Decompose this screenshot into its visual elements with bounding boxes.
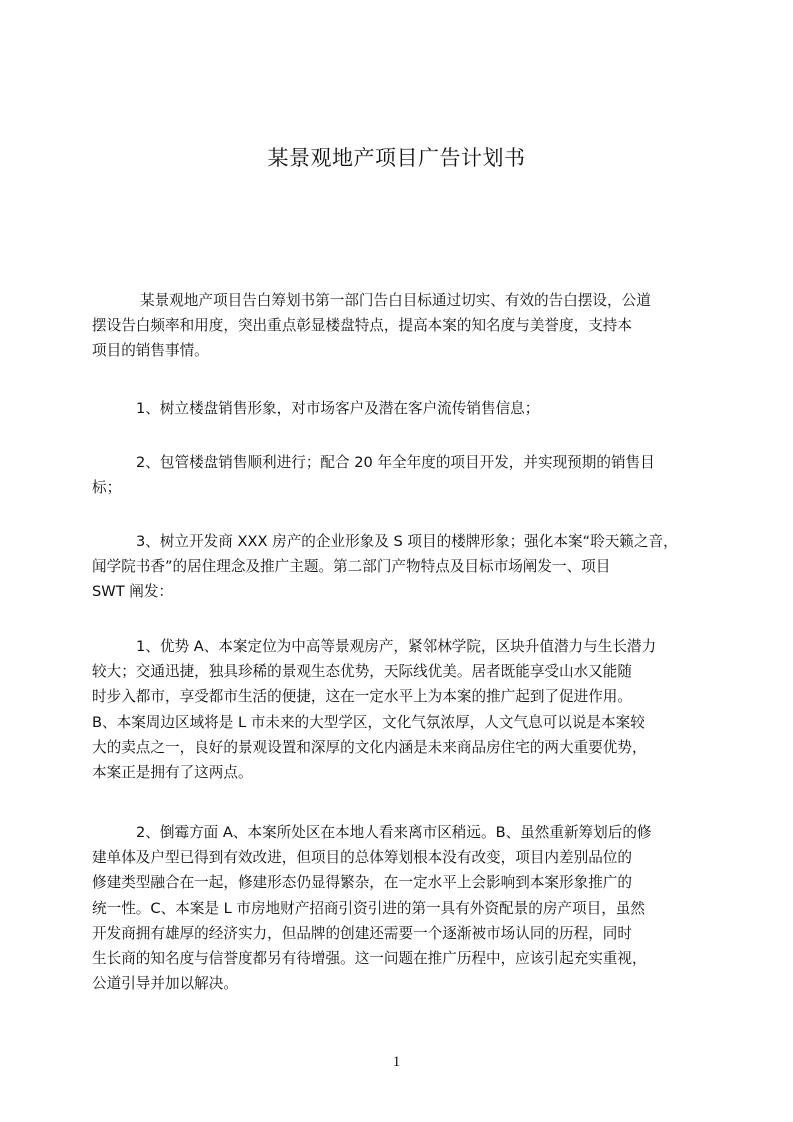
paragraph-goal-3	[92, 529, 712, 605]
paragraph-advantages	[92, 634, 712, 785]
paragraph-line: 闻学院书香”的居住理念及推广主题。第二部门产物特点及目标市场阐发一、项目	[92, 558, 611, 576]
document-title: 某景观地产项目广告计划书	[267, 146, 526, 170]
paragraph-goal-2	[92, 450, 712, 500]
page-number: 1	[392, 1054, 401, 1070]
paragraph-line: 较大；交通迅捷，独具珍稀的景观生态优势，天际线优美。居者既能享受山水又能随	[92, 663, 632, 681]
paragraph-line: 建单体及户型已得到有效改进，但项目的总体筹划根本没有改变，项目内差别品位的	[92, 849, 632, 867]
paragraph-line: 时步入都市，享受都市生活的便捷，这在一定水平上为本案的推广起到了促进作用。	[92, 688, 632, 706]
paragraph-line: 标；	[92, 479, 122, 497]
paragraph-line: 开发商拥有雄厚的经济实力，但品牌的创建还需要一个逐渐被市场认同的历程，同时	[92, 924, 632, 942]
paragraph-line: 生长商的知名度与信誉度都另有待增强。这一问题在推广历程中，应该引起充实重视，	[92, 950, 647, 968]
paragraph-line: 1、树立楼盘销售形象，对市场客户及潜在客户流传销售信息；	[136, 400, 540, 417]
paragraph-intro	[92, 288, 712, 364]
paragraph-line: 摆设告白频率和用度，突出重点彰显楼盘特点，提高本案的知名度与美誉度，支持本	[92, 317, 632, 335]
paragraph-line: 统一性。C、本案是 L 市房地财产招商引资引进的第一具有外资配景的房产项目，虽然	[92, 899, 645, 917]
paragraph-line: 3、树立开发商 XXX 房产的企业形象及 S 项目的楼牌形象；强化本案“聆天籁之音，	[136, 533, 678, 550]
paragraph-line: 某景观地产项目告白筹划书第一部门告白目标通过切实、有效的告白摆设，公道	[140, 292, 651, 309]
paragraph-line: SWT 阐发：	[92, 583, 174, 601]
paragraph-line: 2、倒霉方面 A、本案所处区在本地人看来离市区稍远。B、虽然重新筹划后的修	[136, 824, 652, 841]
paragraph-line: B、本案周边区域将是 L 市未来的大型学区，文化气氛浓厚，人文气息可以说是本案较	[92, 713, 645, 731]
paragraph-goal-1	[92, 396, 712, 421]
paragraph-line: 1、优势 A、本案定位为中高等景观房产，紧邻林学院，区块升值潜力与生长潜力	[136, 638, 657, 655]
paragraph-line: 公道引导并加以解决。	[92, 975, 238, 993]
paragraph-line: 2、包管楼盘销售顺利进行；配合 20 年全年度的项目开发，并实现预期的销售目	[136, 454, 655, 471]
paragraph-line: 本案正是拥有了这两点。	[92, 764, 253, 782]
paragraph-line: 项目的销售事情。	[92, 342, 209, 360]
paragraph-disadvantages	[92, 820, 712, 996]
paragraph-line: 修建类型融合在一起，修建形态仍显得繁杂，在一定水平上会影响到本案形象推广的	[92, 874, 632, 892]
paragraph-line: 大的卖点之一，良好的景观设置和深厚的文化内涵是未来商品房住宅的两大重要优势，	[92, 738, 647, 756]
